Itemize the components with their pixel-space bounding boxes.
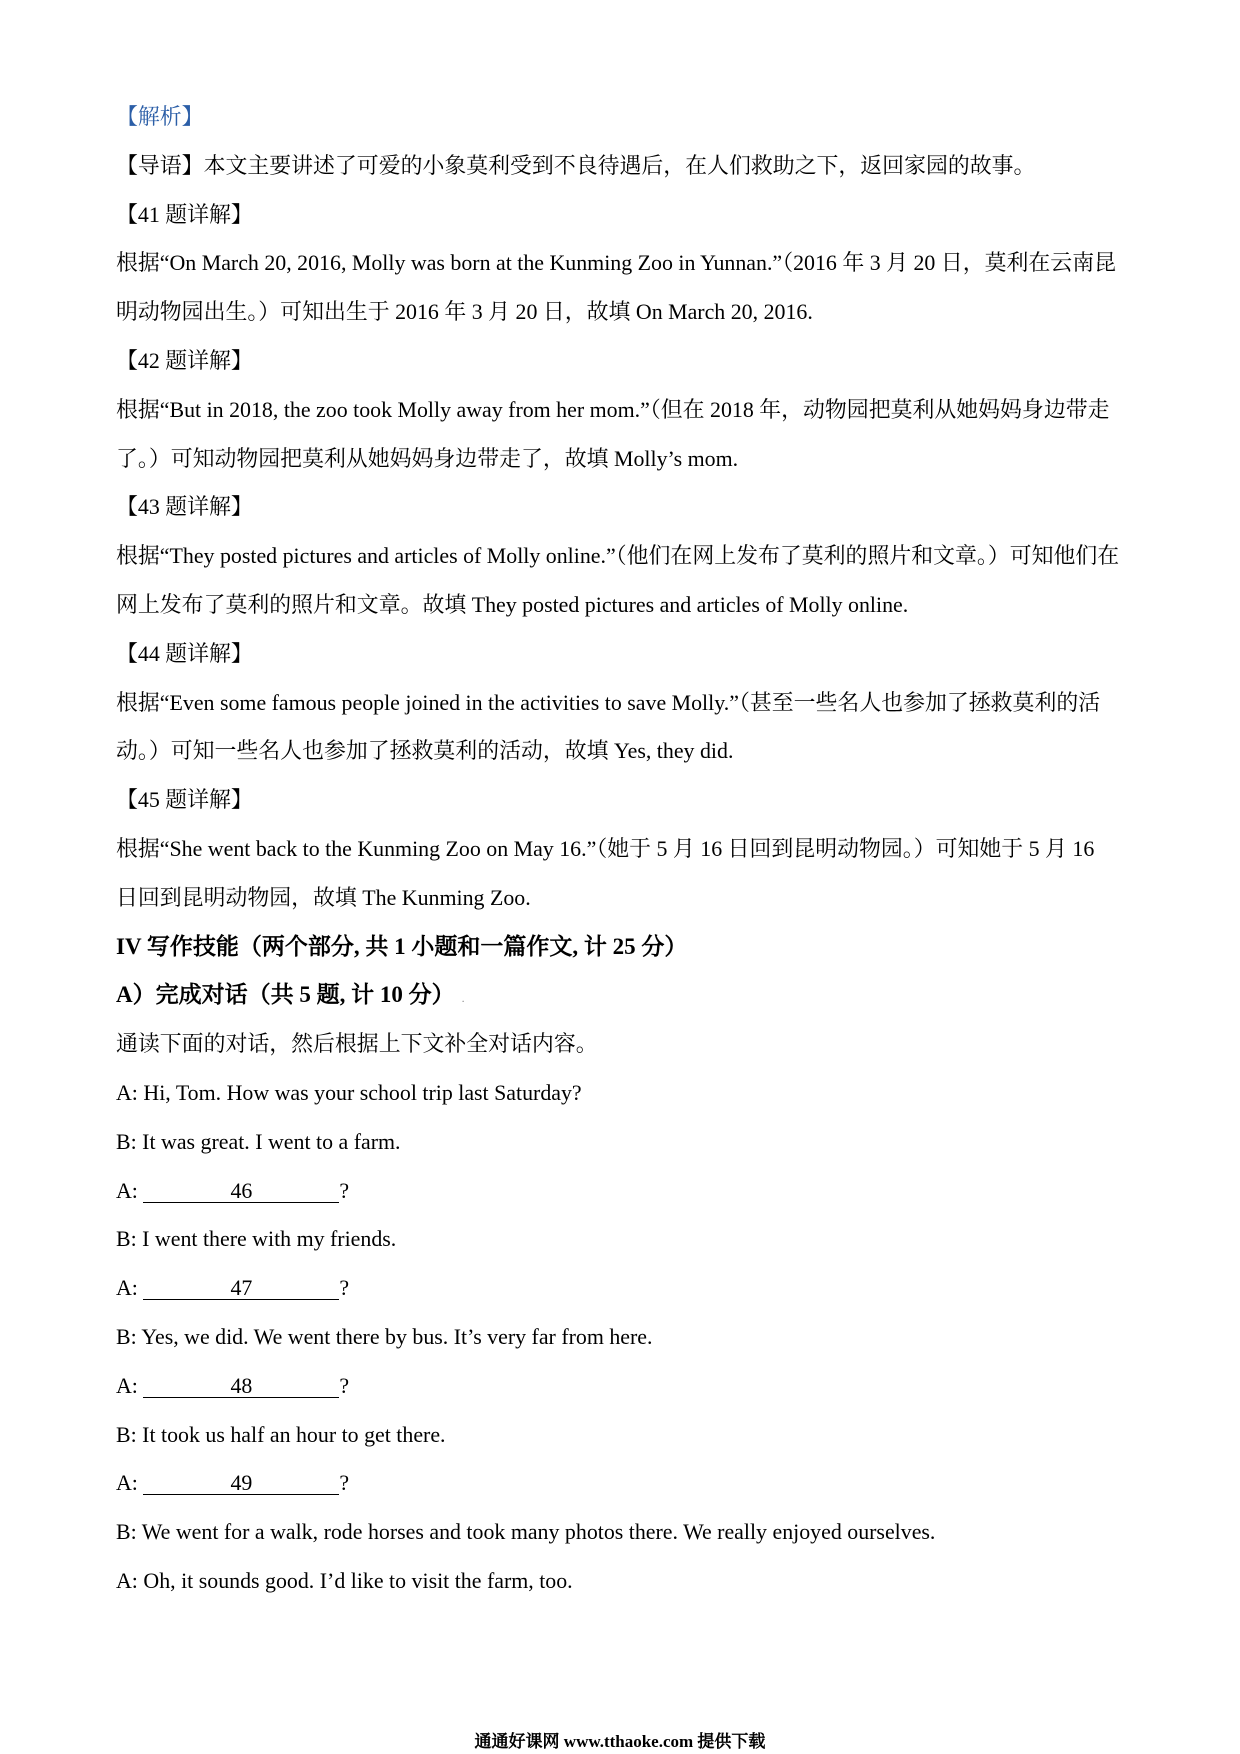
page-footer: 通通好课网 www.tthaoke.com 提供下载	[474, 1732, 766, 1751]
dialogue-text: Yes, we did. We went there by bus. It’s very far from here.	[141, 1323, 653, 1349]
blank-number: 48	[230, 1372, 253, 1398]
dialogue-line-blank	[116, 1167, 1156, 1216]
dialogue-line	[116, 1508, 1156, 1557]
question-45-line: 根据“She went back to the Kunming Zoo on May 16.”（她于 5 月 16 日回到昆明动物园。）可知她于 5 月 16	[116, 835, 1095, 861]
speaker-label: A:	[116, 1372, 138, 1398]
dialogue-text: Oh, it sounds good. I’d like to visit the farm, too.	[143, 1567, 573, 1593]
question-44-title: 【44 题详解】	[116, 640, 253, 666]
question-mark: ?	[339, 1177, 350, 1203]
dialogue-text: I went there with my friends.	[142, 1226, 397, 1252]
speaker-label: A:	[116, 1079, 138, 1105]
question-43-line: 网上发布了莫利的照片和文章。故填 They posted pictures and articles of Molly online.	[116, 591, 909, 617]
speaker-label: B:	[116, 1128, 137, 1154]
blank-number: 47	[230, 1275, 253, 1301]
speaker-label: B:	[116, 1226, 137, 1252]
instruction-text: 通读下面的对话，然后根据上下文补全对话内容。	[116, 1031, 598, 1057]
part-a-title: A）完成对话（共 5 题, 计 10 分）	[116, 982, 455, 1008]
dialogue-line	[116, 1313, 1156, 1362]
question-42-line: 根据“But in 2018, the zoo took Molly away from her mom.”（但在 2018 年，动物园把莫利从她妈妈身边带走	[116, 396, 1110, 422]
speaker-label: A:	[116, 1177, 138, 1203]
speaker-label: A:	[116, 1275, 138, 1301]
question-mark: ?	[339, 1275, 350, 1301]
question-42-title: 【42 题详解】	[116, 347, 253, 373]
intro-paragraph: 【导语】本文主要讲述了可爱的小象莫利受到不良待遇后，在人们救助之下，返回家园的故事。	[116, 152, 1036, 178]
question-45-line: 日回到昆明动物园，故填 The Kunming Zoo.	[116, 884, 531, 910]
dialogue-text: We went for a walk, rode horses and took many photos there. We really enjoyed ourselves.	[141, 1519, 936, 1545]
dialogue-text: Hi, Tom. How was your school trip last Saturday?	[143, 1079, 582, 1105]
dialogue-line	[116, 1215, 1156, 1264]
question-41-line: 明动物园出生。）可知出生于 2016 年 3 月 20 日，故填 On March 20, 2016.	[116, 299, 813, 325]
question-43-line: 根据“They posted pictures and articles of Molly online.”（他们在网上发布了莫利的照片和文章。）可知他们在	[116, 543, 1120, 569]
dialogue-line	[116, 1118, 1156, 1167]
stray-mark: .	[461, 991, 465, 1006]
dialogue-text: It was great. I went to a farm.	[142, 1128, 401, 1154]
question-43-title: 【43 题详解】	[116, 494, 253, 520]
blank-number: 46	[230, 1177, 253, 1203]
answer-blank	[143, 1472, 339, 1495]
question-44-line: 根据“Even some famous people joined in the activities to save Molly.”（甚至一些名人也参加了拯救莫利的活	[116, 689, 1101, 715]
answer-blank	[143, 1177, 339, 1203]
dialogue-text: It took us half an hour to get there.	[142, 1421, 446, 1447]
question-42-line: 了。）可知动物园把莫利从她妈妈身边带走了，故填 Molly’s mom.	[116, 445, 739, 471]
dialogue-line-blank	[116, 1459, 1156, 1508]
section-title: IV 写作技能（两个部分, 共 1 小题和一篇作文, 计 25 分）	[116, 933, 688, 959]
speaker-label: B:	[116, 1421, 137, 1447]
dialogue-line	[116, 1557, 1156, 1606]
question-41-line: 根据“On March 20, 2016, Molly was born at the Kunming Zoo in Yunnan.”（2016 年 3 月 20 日，莫利在云南昆	[116, 250, 1116, 276]
blank-number: 49	[230, 1470, 253, 1496]
part-a-title-row	[116, 971, 1156, 1020]
speaker-label: B:	[116, 1519, 137, 1545]
dialogue-line-blank	[116, 1264, 1156, 1313]
dialogue-line	[116, 1411, 1156, 1460]
speaker-label: A:	[116, 1567, 138, 1593]
answer-blank	[143, 1277, 339, 1300]
document-body	[116, 93, 1156, 1606]
question-41-title: 【41 题详解】	[116, 201, 253, 227]
question-mark: ?	[339, 1372, 350, 1398]
speaker-label: B:	[116, 1323, 137, 1349]
question-44-line: 动。）可知一些名人也参加了拯救莫利的活动，故填 Yes, they did.	[116, 738, 734, 764]
question-mark: ?	[339, 1470, 350, 1496]
analysis-title: 【解析】	[116, 104, 204, 129]
dialogue-line	[116, 1069, 1156, 1118]
dialogue-line-blank	[116, 1362, 1156, 1411]
speaker-label: A:	[116, 1470, 138, 1496]
answer-blank	[143, 1372, 339, 1398]
question-45-title: 【45 题详解】	[116, 787, 253, 813]
